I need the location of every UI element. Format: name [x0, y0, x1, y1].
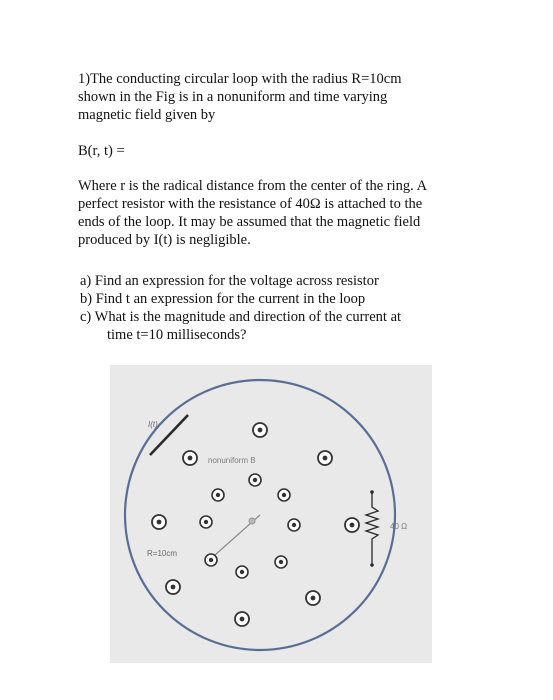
field-dot-icon [288, 519, 300, 531]
question-c-continued: time t=10 milliseconds? [107, 327, 247, 343]
resistor-terminal-top [370, 490, 374, 494]
formula-label: B(r, t) = [78, 143, 125, 159]
resistor-terminal-bottom [370, 563, 374, 567]
field-label: nonuniform B [208, 456, 256, 465]
intro-line-3: magnetic field given by [78, 107, 216, 123]
description-line-3: ends of the loop. It may be assumed that the magnetic field [78, 214, 421, 230]
loop-figure [110, 365, 432, 663]
problem-intro [78, 70, 478, 124]
loop-diagram [110, 365, 432, 663]
field-dot-icon [212, 489, 224, 501]
field-dot-icon [278, 489, 290, 501]
field-dot-icon [253, 423, 267, 437]
field-dot-icon [235, 612, 249, 626]
field-markers [152, 423, 359, 626]
field-dot-icon [275, 556, 287, 568]
field-dot-icon [345, 518, 359, 532]
field-dot-icon [183, 451, 197, 465]
field-dot-icon [306, 591, 320, 605]
field-dot-icon [318, 451, 332, 465]
description-line-1: Where r is the radical distance from the center of the ring. A [78, 178, 428, 194]
current-label: I(t) [148, 420, 158, 429]
resistor-label: 40 Ω [390, 522, 408, 531]
field-dot-icon [249, 518, 255, 524]
radius-label: R=10cm [147, 549, 178, 558]
formula-line [78, 142, 478, 160]
question-a: a) Find an expression for the voltage across resistor [80, 273, 379, 289]
resistor [366, 492, 378, 565]
intro-line-1: 1)The conducting circular loop with the radius R=10cm [78, 71, 402, 87]
intro-line-2: shown in the Fig is in a nonuniform and time varying [78, 89, 388, 105]
field-dot-icon [200, 516, 212, 528]
question-list [80, 272, 480, 344]
field-dot-icon [236, 566, 248, 578]
field-dot-icon [152, 515, 166, 529]
question-c: c) What is the magnitude and direction of the current at [80, 309, 402, 325]
description-line-4: produced by I(t) is negligible. [78, 232, 251, 248]
field-dot-icon [166, 580, 180, 594]
field-dot-icon [249, 474, 261, 486]
field-dot-icon [205, 554, 217, 566]
question-b: b) Find t an expression for the current in the loop [80, 291, 366, 307]
description-line-2: perfect resistor with the resistance of 40Ω is attached to the [78, 196, 423, 212]
problem-description [78, 177, 478, 249]
